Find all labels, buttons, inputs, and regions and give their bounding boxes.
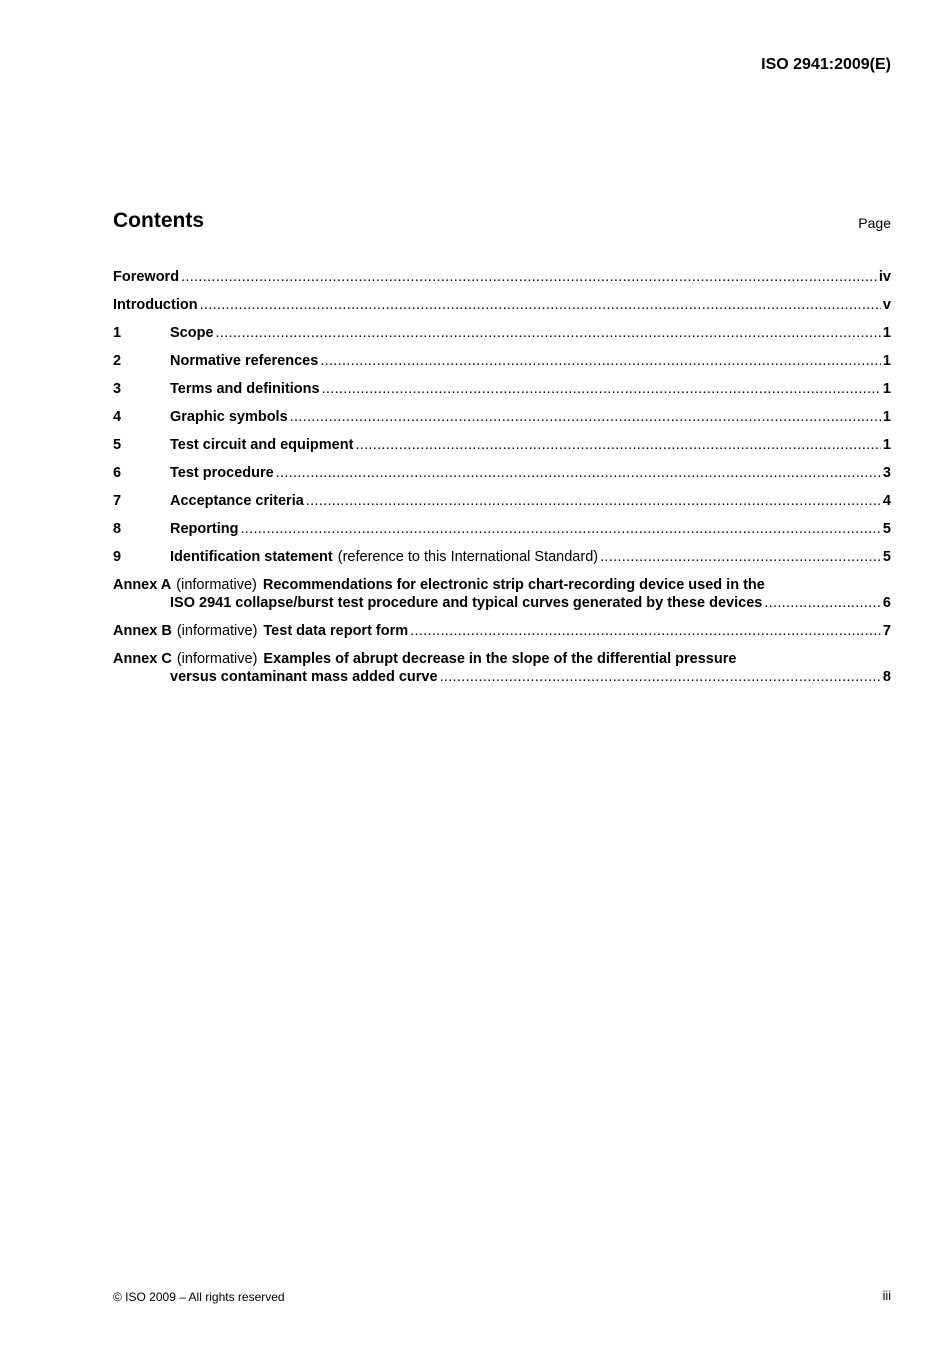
toc-page: 6: [882, 595, 891, 611]
clause-number: 3: [113, 381, 122, 397]
table-of-contents: [113, 268, 891, 696]
toc-title: Graphic symbols: [170, 409, 288, 425]
footer-copyright: © ISO 2009 – All rights reserved: [113, 1290, 285, 1304]
toc-entry-clause-3[interactable]: [113, 380, 891, 398]
toc-entry-foreword[interactable]: [113, 268, 891, 286]
annex-type: (informative): [176, 577, 257, 593]
toc-page: 8: [882, 669, 891, 685]
footer-page-number: iii: [882, 1289, 891, 1303]
toc-page: 1: [882, 325, 891, 341]
clause-number: 8: [113, 521, 122, 537]
dot-leader: [240, 520, 880, 538]
toc-page: 3: [882, 465, 891, 481]
toc-entry-clause-8[interactable]: [113, 520, 891, 538]
dot-leader: [410, 622, 881, 640]
toc-page: 1: [882, 409, 891, 425]
clause-number: 5: [113, 437, 122, 453]
dot-leader: [216, 324, 881, 342]
dot-leader: [320, 352, 881, 370]
toc-entry-annex-a[interactable]: [113, 576, 891, 612]
toc-page: 5: [882, 549, 891, 565]
toc-entry-annex-c[interactable]: [113, 650, 891, 686]
toc-entry-clause-2[interactable]: [113, 352, 891, 370]
toc-title-note: (reference to this International Standard): [337, 549, 599, 565]
toc-entry-clause-9[interactable]: [113, 548, 891, 566]
annex-type: (informative): [176, 623, 258, 639]
dot-leader: [440, 668, 881, 686]
toc-title: Normative references: [170, 353, 319, 369]
dot-leader: [322, 380, 881, 398]
dot-leader: [306, 492, 881, 510]
annex-label: Annex B: [113, 623, 172, 639]
dot-leader: [181, 268, 877, 286]
toc-title: Test data report form: [263, 623, 409, 639]
dot-leader: [764, 594, 881, 612]
clause-number: 2: [113, 353, 122, 369]
toc-page: 1: [882, 437, 891, 453]
toc-title: Identification statement: [170, 549, 333, 565]
toc-page: 5: [882, 521, 891, 537]
toc-page: 7: [882, 623, 891, 639]
dot-leader: [600, 548, 881, 566]
toc-page: 4: [882, 493, 891, 509]
annex-label: Annex A: [113, 577, 172, 593]
toc-entry-clause-5[interactable]: [113, 436, 891, 454]
toc-title-continuation: ISO 2941 collapse/burst test procedure and typical curves generated by these devices: [170, 595, 763, 611]
clause-number: 6: [113, 465, 122, 481]
dot-leader: [276, 464, 881, 482]
dot-leader: [200, 296, 881, 314]
toc-entry-clause-6[interactable]: [113, 464, 891, 482]
toc-title: Examples of abrupt decrease in the slope of the differential pressure: [263, 651, 737, 667]
toc-entry-introduction[interactable]: [113, 296, 891, 314]
clause-number: 9: [113, 549, 122, 565]
toc-title: Foreword: [113, 269, 180, 285]
toc-title: Introduction: [113, 297, 198, 313]
clause-number: 7: [113, 493, 122, 509]
toc-title: Recommendations for electronic strip chart-recording device used in the: [262, 577, 765, 593]
toc-title: Acceptance criteria: [170, 493, 304, 509]
page-column-label: Page: [858, 215, 891, 231]
toc-title: Test procedure: [170, 465, 274, 481]
clause-number: 1: [113, 325, 122, 341]
toc-page: iv: [878, 269, 891, 285]
contents-title: Contents: [113, 209, 204, 232]
toc-page: 1: [882, 353, 891, 369]
annex-type: (informative): [176, 651, 258, 667]
clause-number: 4: [113, 409, 122, 425]
toc-title: Reporting: [170, 521, 239, 537]
dot-leader: [290, 408, 881, 426]
dot-leader: [355, 436, 880, 454]
toc-title: Scope: [170, 325, 214, 341]
toc-title: Test circuit and equipment: [170, 437, 354, 453]
toc-entry-clause-1[interactable]: [113, 324, 891, 342]
toc-entry-annex-b[interactable]: [113, 622, 891, 640]
toc-page: 1: [882, 381, 891, 397]
toc-entry-clause-4[interactable]: [113, 408, 891, 426]
annex-label: Annex C: [113, 651, 172, 667]
toc-title-continuation: versus contaminant mass added curve: [170, 669, 438, 685]
toc-title: Terms and definitions: [170, 381, 320, 397]
toc-entry-clause-7[interactable]: [113, 492, 891, 510]
toc-page: v: [882, 297, 891, 313]
document-id: ISO 2941:2009(E): [761, 56, 891, 73]
